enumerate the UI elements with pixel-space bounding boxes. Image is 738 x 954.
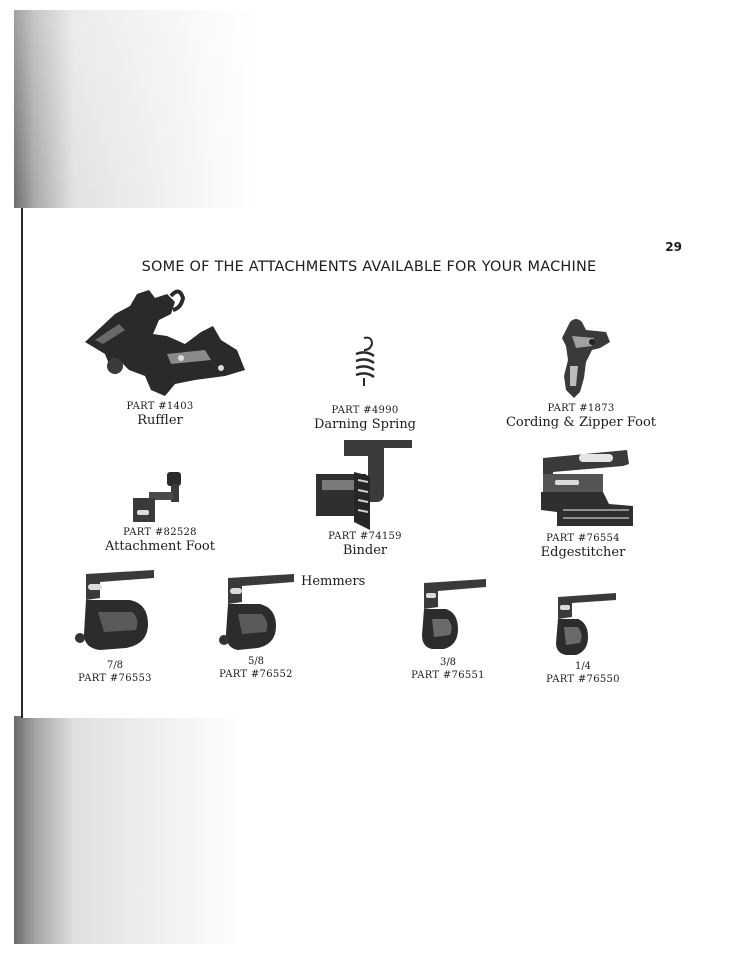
part-name: Edgestitcher [540,545,626,560]
part-name: Cording & Zipper Foot [505,415,657,430]
hemmer-icon [408,577,488,657]
attachment-attachment-foot [90,470,230,555]
part-number: PART #76551 [411,670,485,681]
darning-spring-icon [350,334,380,404]
part-number: PART #1403 [126,401,194,412]
part-number: PART #76552 [219,669,293,680]
part-number: PART #76553 [78,673,152,684]
part-name: Attachment Foot [105,539,215,554]
attachment-edgestitcher [510,444,656,561]
page-title: SOME OF THE ATTACHMENTS AVAILABLE FOR YOUR MACHINE [141,259,597,275]
part-name: Binder [342,543,388,558]
hemmer-size: 1/4 [574,661,592,672]
part-number: PART #76554 [546,533,620,544]
part-number: PART #1873 [547,403,615,414]
part-name: Ruffler [137,413,183,428]
hemmer-size: 7/8 [106,660,124,671]
hemmer-item [404,577,492,682]
part-number: PART #82528 [123,527,197,538]
hemmer-size: 5/8 [247,656,265,667]
hemmers-label: Hemmers [301,574,366,589]
part-number: PART #74159 [328,531,402,542]
hemmer-item [60,568,170,685]
scan-shadow-top [14,10,344,208]
attachment-darning-spring [285,334,445,433]
hemmer-item [540,591,626,686]
attachment-foot-icon [125,470,195,526]
scan-shadow-bottom [14,716,334,944]
part-number: PART #76550 [546,674,620,685]
attachment-binder [295,436,435,559]
hemmer-icon [214,572,298,656]
hemmer-size: 3/8 [439,657,457,668]
part-name: Darning Spring [313,417,417,432]
hemmer-icon [70,568,160,660]
ruffler-icon [75,284,245,400]
cording-zipper-foot-icon [546,316,616,402]
page-number: 29 [665,240,682,254]
edgestitcher-icon [533,444,633,532]
attachment-ruffler [70,284,250,429]
attachment-cording-zipper-foot [496,316,666,431]
hemmer-item [206,572,306,681]
binder-icon [312,436,418,530]
part-number: PART #4990 [331,405,399,416]
hemmer-icon [548,591,618,661]
